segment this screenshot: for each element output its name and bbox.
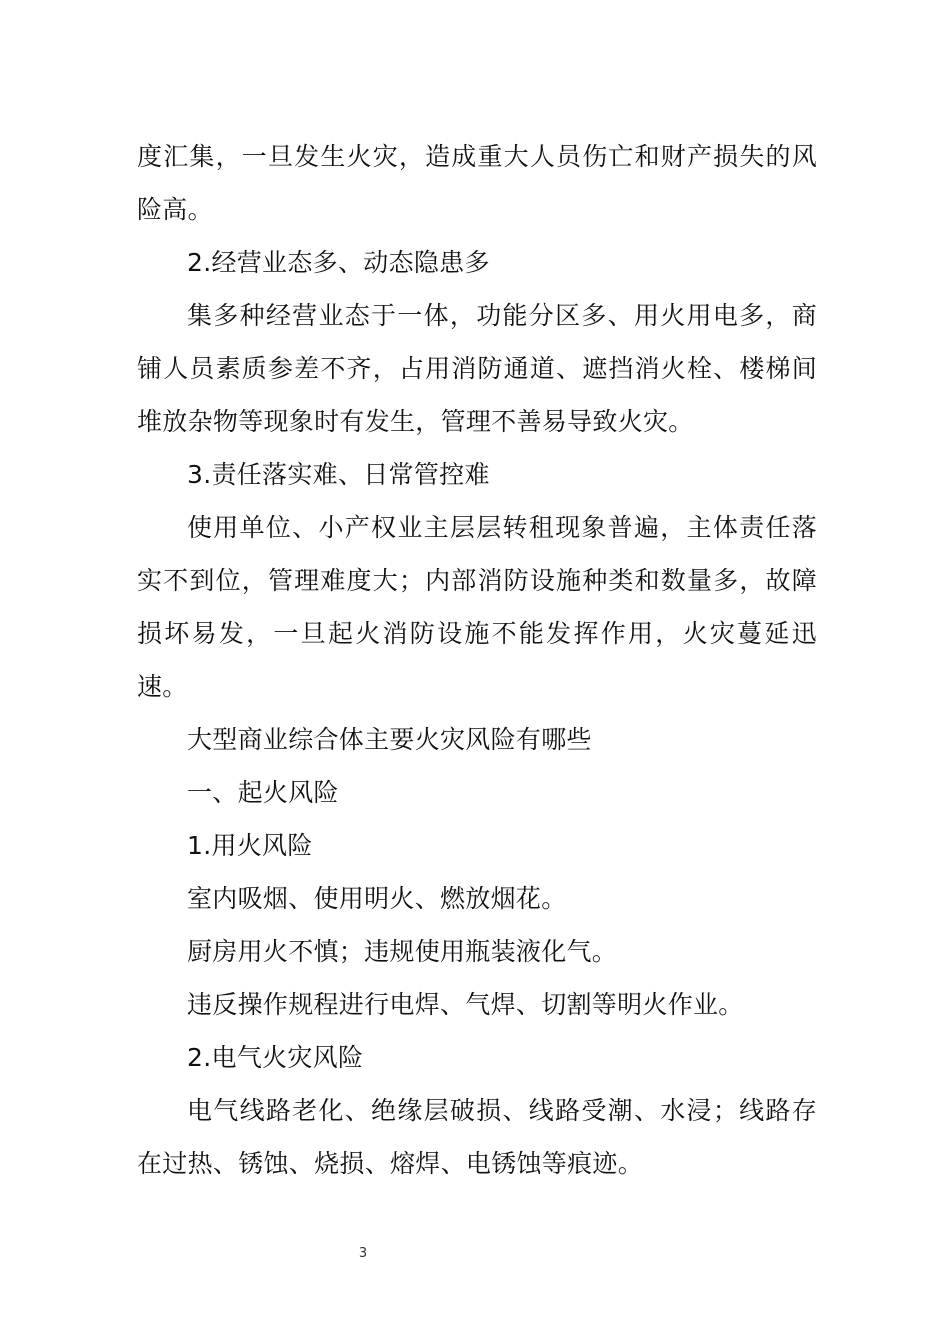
body-text-line: 堆放杂物等现象时有发生，管理不善易导致火灾。 bbox=[137, 407, 694, 436]
section-heading: 1.用火风险 bbox=[187, 831, 313, 860]
body-text-line: 厨房用火不慎；违规使用瓶装液化气。 bbox=[187, 937, 618, 966]
body-text-line: 使用单位、小产权业主层层转租现象普遍，主体责任落 bbox=[187, 513, 817, 542]
section-heading: 3.责任落实难、日常管控难 bbox=[187, 460, 490, 489]
section-heading: 大型商业综合体主要火灾风险有哪些 bbox=[187, 725, 592, 754]
body-text-line: 铺人员素质参差不齐，占用消防通道、遮挡消火栓、楼梯间 bbox=[137, 354, 817, 383]
page-number: 3 bbox=[358, 1246, 368, 1261]
body-text-line: 违反操作规程进行电焊、气焊、切割等明火作业。 bbox=[187, 990, 744, 1019]
section-heading: 2.电气火灾风险 bbox=[187, 1043, 364, 1072]
body-text-line: 险高。 bbox=[137, 195, 213, 224]
body-text-line: 损坏易发，一旦起火消防设施不能发挥作用，火灾蔓延迅 bbox=[137, 619, 817, 648]
body-text-line: 室内吸烟、使用明火、燃放烟花。 bbox=[187, 884, 567, 913]
section-heading: 2.经营业态多、动态隐患多 bbox=[187, 248, 490, 277]
section-heading: 一、起火风险 bbox=[187, 778, 339, 807]
body-text-line: 度汇集，一旦发生火灾，造成重大人员伤亡和财产损失的风 bbox=[137, 142, 817, 171]
body-text-line: 在过热、锈蚀、烧损、熔焊、电锈蚀等痕迹。 bbox=[137, 1149, 644, 1178]
body-text-line: 集多种经营业态于一体，功能分区多、用火用电多，商 bbox=[187, 301, 817, 330]
body-text-line: 实不到位，管理难度大；内部消防设施种类和数量多，故障 bbox=[137, 566, 817, 595]
body-text-line: 电气线路老化、绝缘层破损、线路受潮、水浸；线路存 bbox=[187, 1096, 817, 1125]
body-text-line: 速。 bbox=[137, 672, 188, 701]
